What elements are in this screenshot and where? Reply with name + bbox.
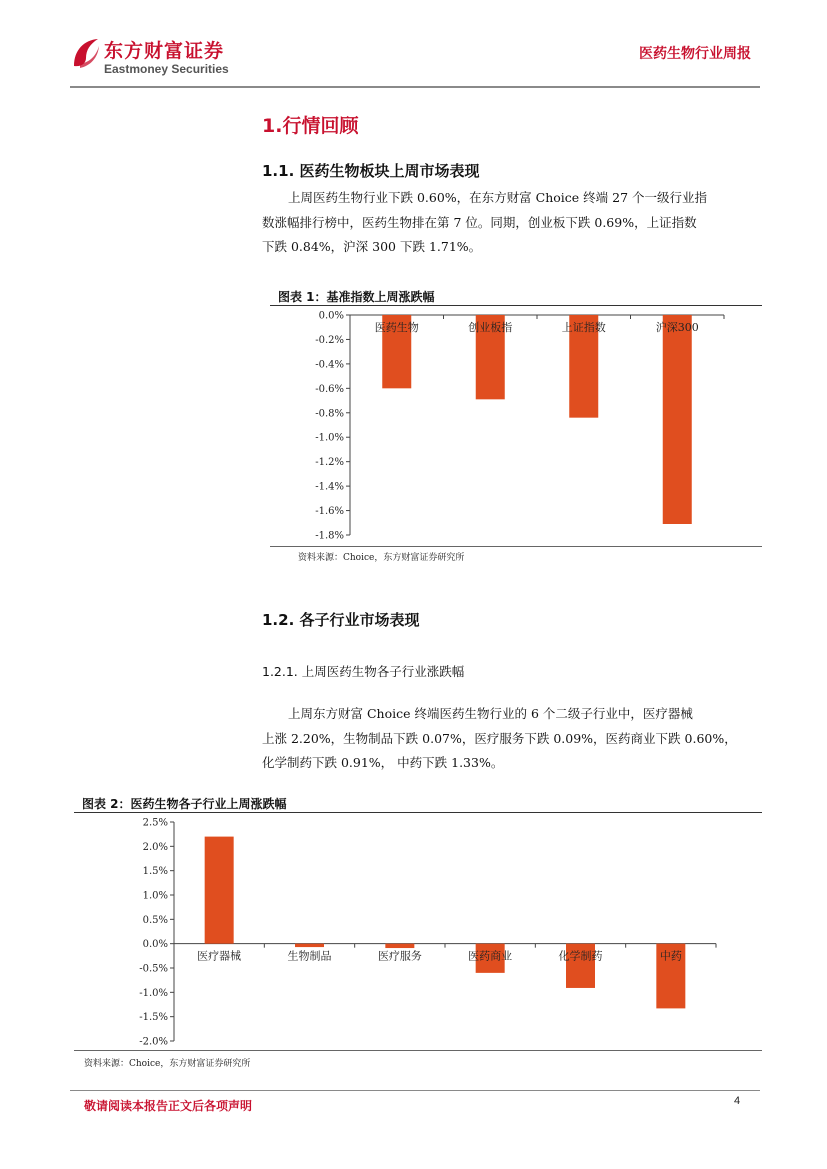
bar	[663, 315, 692, 524]
chart-benchmark-indices	[270, 306, 762, 544]
y-tick-label: -1.4%	[315, 481, 344, 493]
y-tick-label: 0.0%	[318, 310, 344, 322]
paragraph-1-1	[262, 186, 707, 260]
y-tick-label: -1.6%	[315, 506, 344, 518]
eastmoney-logo-icon	[70, 36, 102, 70]
x-category-label: 创业板指	[468, 321, 513, 334]
logo-english-name: Eastmoney Securities	[104, 62, 229, 76]
subsection-title-1-1: 1.1. 医药生物板块上周市场表现	[262, 162, 480, 180]
section-title: 1.行情回顾	[262, 115, 359, 137]
y-tick-label: -2.0%	[139, 1036, 168, 1048]
y-tick-label: -1.8%	[315, 530, 344, 542]
paragraph-line: 下跌 0.84%，沪深 300 下跌 1.71%。	[262, 239, 482, 254]
x-category-label: 中药	[659, 949, 682, 963]
x-category-label: 生物制品	[287, 949, 332, 963]
paragraph-line: 上周东方财富 Choice 终端医药生物行业的 6 个二级子行业中，医疗器械	[288, 706, 693, 721]
y-tick-label: -0.6%	[315, 383, 344, 395]
logo-chinese-name: 东方财富证券	[104, 40, 225, 62]
y-tick-label: 1.5%	[142, 866, 168, 878]
bar	[295, 944, 324, 947]
figure-2-source: 资料来源：Choice，东方财富证券研究所	[84, 1059, 251, 1069]
page-number: 4	[734, 1095, 741, 1107]
bar	[385, 944, 414, 948]
bar	[205, 837, 234, 944]
y-tick-label: -1.0%	[315, 432, 344, 444]
y-tick-label: -1.2%	[315, 457, 344, 469]
y-tick-label: -0.5%	[139, 963, 168, 975]
header-rule	[70, 86, 760, 88]
report-type: 医药生物行业周报	[639, 46, 751, 62]
x-category-label: 医疗器械	[197, 949, 242, 963]
x-category-label: 化学制药	[558, 949, 603, 963]
paragraph-line: 上周医药生物行业下跌 0.60%，在东方财富 Choice 终端 27 个一级行业指	[288, 190, 708, 205]
paragraph-line: 化学制药下跌 0.91%， 中药下跌 1.33%。	[262, 755, 504, 770]
y-tick-label: -1.5%	[139, 1012, 168, 1024]
paragraph-line: 上涨 2.20%，生物制品下跌 0.07%，医疗服务下跌 0.09%，医药商业下跌 0.60%，	[262, 730, 737, 746]
x-category-label: 医药生物	[374, 321, 419, 334]
y-tick-label: 0.0%	[142, 939, 168, 951]
paragraph-line: 数涨幅排行榜中，医药生物排在第 7 位。同期，创业板下跌 0.69%，上证指数	[262, 214, 697, 230]
subsection-title-1-2: 1.2. 各子行业市场表现	[262, 611, 420, 629]
footer-disclaimer: 敬请阅读本报告正文后各项声明	[84, 1099, 253, 1113]
y-tick-label: -1.0%	[139, 987, 168, 999]
x-category-label: 沪深300	[655, 321, 699, 334]
chart-sub-industries	[74, 813, 762, 1048]
figure-2-title: 图表 2：医药生物各子行业上周涨跌幅	[82, 797, 287, 811]
x-category-label: 医药商业	[468, 949, 513, 963]
y-tick-label: -0.2%	[315, 334, 344, 346]
figure-1-source: 资料来源：Choice，东方财富证券研究所	[298, 553, 465, 563]
figure-1-title: 图表 1：基准指数上周涨跌幅	[278, 290, 435, 304]
y-tick-label: 2.5%	[142, 817, 168, 829]
paragraph-1-2-1	[262, 702, 737, 776]
x-category-label: 医疗服务	[377, 949, 422, 963]
y-tick-label: 1.0%	[142, 890, 168, 902]
y-tick-label: 2.0%	[142, 841, 168, 853]
y-tick-label: -0.4%	[315, 359, 344, 371]
y-tick-label: -0.8%	[315, 408, 344, 420]
subsection-title-1-2-1: 1.2.1. 上周医药生物各子行业涨跌幅	[262, 664, 465, 679]
y-tick-label: 0.5%	[142, 914, 168, 926]
x-category-label: 上证指数	[561, 321, 606, 334]
footer-rule	[70, 1090, 760, 1091]
